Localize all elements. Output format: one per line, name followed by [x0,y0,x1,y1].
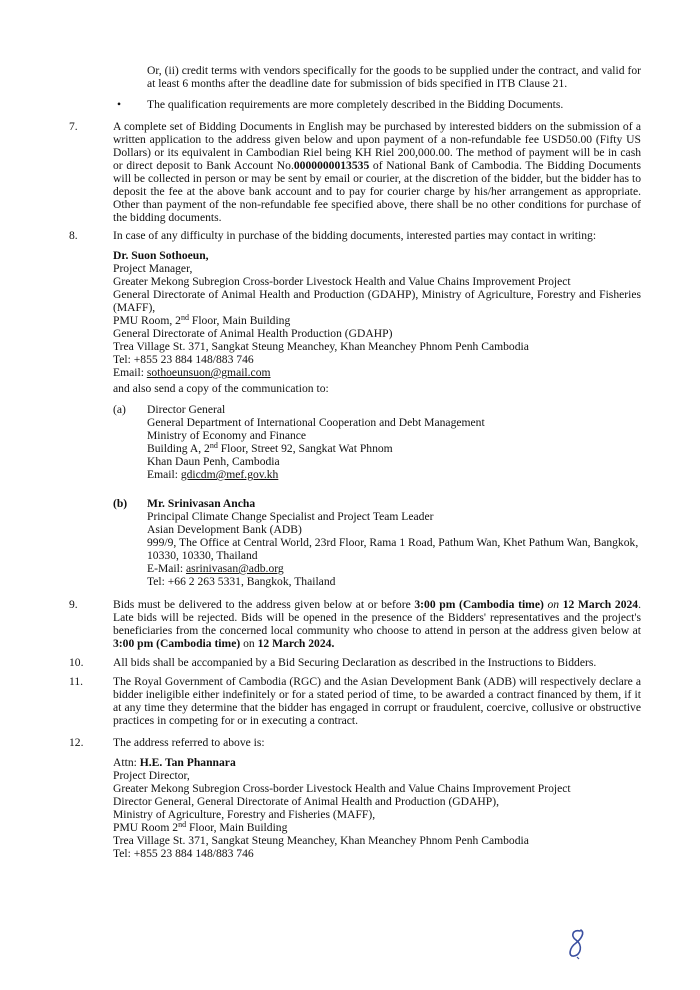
item-11-paragraph: The Royal Government of Cambodia (RGC) and the Asian Development Bank (ADB) will respectively declare a bidder ineligible either indefinitely or for a stated period of time, to be awarded a contract financed by them, if it at any time they determine that the bidder has engaged in corrupt or fraudulent, coercive, collusive or obstructive practices in competing for or in executing a contract. [113,675,641,727]
bullet-icon: • [117,98,122,111]
sub-label: (b) [113,497,128,510]
item-9-paragraph: Bids must be delivered to the address given below at or before 3:00 pm (Cambodia time) on 12 March 2024. Late bids will be rejected. Bids will be opened in the presence of the Bidders' representatives and the project's beneficiaries from the concerned local community who choose to attend in person at the address given below at 3:00 pm (Cambodia time) on 12 March 2024. [113,598,641,650]
item-number: 11. [69,675,84,688]
item-number: 10. [69,656,84,669]
contact-project: Greater Mekong Subregion Cross-border Livestock Health and Value Chains Improvement Project [113,275,571,288]
contact-email-link[interactable]: sothoeunsuon@gmail.com [146,366,271,379]
contact-name: Dr. Suon Sothoeun, [113,249,209,262]
item-7-paragraph: A complete set of Bidding Documents in English may be purchased by interested bidders on the submission of a written application to the address given below and upon payment of a non-refundable fee USD50.00 (Fifty US Dollars) or its equivalent in Cambodian Riel being KH Riel 200,000.00. The method of payment will be in cash or direct deposit to Bank Account No.0000000013535 of National Bank of Cambodia. The Bidding Documents will be collected in person or may be sent by email or courier, at the discretion of the bidder, but the bidder has to deposit the fee at the above bank account and to pay for courier charge by his/her arrangement as appropriate. Other than payment of the non-refundable fee specified above, there shall be no other conditions for purchase of the bidding documents. [113,120,641,224]
item-number: 9. [69,598,78,611]
bank-account-number: 0000000013535 [293,159,370,172]
item-10-paragraph: All bids shall be accompanied by a Bid Securing Declaration as described in the Instructions to Bidders. [113,656,597,669]
item-8-intro: In case of any difficulty in purchase of the bidding documents, interested parties may contact in writing: [113,229,597,242]
copy-b-block: Mr. Srinivasan Ancha Principal Climate Change Specialist and Project Team Leader Asian Development Bank (ADB) 999/9, The Office at Central World, 23rd Floor, Rama 1 Road, Pathum Wan, Khet Pathum Wan, Bangkok, 10330, 10330, Thailand E-Mail: asrinivasan@adb.org Tel: +66 2 263 5331, Bangkok, Thailand [147,497,639,588]
attn-address-block: Attn: H.E. Tan Phannara Project Director, Greater Mekong Subregion Cross-border Livestock Health and Value Chains Improvement Project Director General, General Directorate of Animal Health and Production (GDAHP), Ministry of Agriculture, Forestry and Fisheries (MAFF), PMU Room 2nd Floor, Main Building Trea Village St. 371, Sangkat Steung Meanchey, Khan Meanchey Phnom Penh Cambodia Tel: +855 23 884 148/883 746 [113,756,571,860]
copy-b-email-link[interactable]: asrinivasan@adb.org [185,562,284,575]
attn-name: H.E. Tan Phannara [139,756,236,769]
item-number: 12. [69,736,84,749]
contact-room: PMU Room, 2nd Floor, Main Building [113,313,291,327]
contact-title: Project Manager, [113,262,193,275]
contact-email-line: Email: sothoeunsuon@gmail.com [113,366,271,379]
adb-contact-name: Mr. Srinivasan Ancha [147,497,256,510]
qualification-note: The qualification requirements are more completely described in the Bidding Documents. [147,98,564,111]
copy-a-email-link[interactable]: gdicdm@mef.gov.kh [180,468,279,481]
contact-address: Trea Village St. 371, Sangkat Steung Meanchey, Khan Meanchey Phnom Penh Cambodia [113,340,529,353]
item-number: 8. [69,229,78,242]
copy-a-block: Director General General Department of International Cooperation and Debt Management Ministry of Economy and Finance Building A, 2nd Floor, Street 92, Sangkat Wat Phnom Khan Daun Penh, Cambodia Email: gdicdm@mef.gov.kh [147,403,485,481]
item-number: 7. [69,120,78,133]
contact-department-2: General Directorate of Animal Health Production (GDAHP) [113,327,393,340]
item-12-intro: The address referred to above is: [113,736,265,749]
credit-terms-paragraph: Or, (ii) credit terms with vendors specifically for the goods to be supplied under the contract, and valid for at least 6 months after the deadline date for submission of bids specified in ITB Clause 21. [147,64,641,90]
copy-intro: and also send a copy of the communication to: [113,382,329,395]
contact-block [113,249,641,379]
sub-label: (a) [113,403,126,416]
contact-tel: Tel: +855 23 884 148/883 746 [113,353,254,366]
contact-department: General Directorate of Animal Health and Production (GDAHP), Ministry of Agriculture, Forestry and Fisheries (MAFF), [113,288,641,314]
handwritten-page-number-icon [565,927,589,961]
